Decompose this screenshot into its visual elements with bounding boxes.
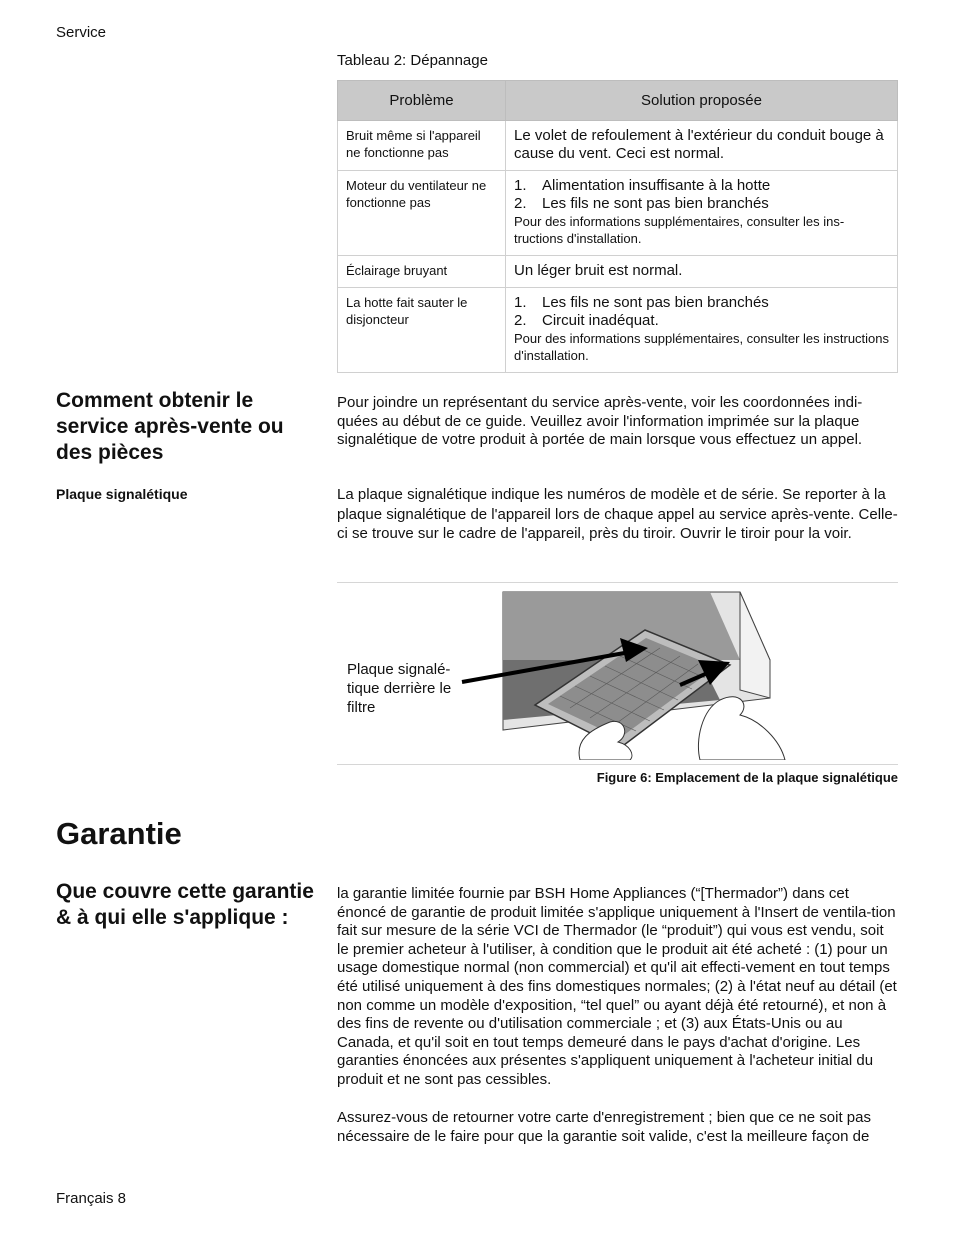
- problem-cell: Éclairage bruyant: [338, 256, 506, 288]
- solution-item: 2. Circuit inadéquat.: [514, 312, 659, 329]
- service-heading: Comment obtenir le service après-vente ou des pièces: [56, 389, 284, 464]
- table-caption: Tableau 2: Dépannage: [337, 52, 488, 69]
- table-row: [338, 288, 898, 373]
- hood-filter-illustration: [440, 590, 800, 760]
- figure-caption: Figure 6: Emplacement de la plaque signalétique: [596, 770, 898, 785]
- solution-note: Pour des informations supplémentaires, consulter les instructions d'installation.: [514, 331, 890, 363]
- warranty-title: Garantie: [56, 816, 182, 851]
- warranty-paragraph-1: la garantie limitée fournie par BSH Home Appliances (“[Thermador”) dans cet énoncé de garantie de produit limitée s'applique uniquement à l'Insert de ventila-tion fait sur mesure de la série VCI de Thermador (le “produit”) qui vous est vendu, soit le premier acheteur à l'utiliser, à condition que le produit ait été acheté : (1) pour un usage domestique normal (non commercial) et qu'il ait effecti-vement en tout temps été utilisé uniquement à des fins domestiques normales; (2) à l'état neuf au détail (et non comme un modèle d'exposition, “tel quel” ou ayant déjà été retourné), et non à des fins de revente ou d'utilisation commerciale ; et (3) aux États-Unis ou au Canada, et qu'il soit en tout temps demeuré dans le pays d'achat d'origine. Les garanties énoncées aux présentes s'appliquent uniquement à l'acheteur initial du produit et ne sont pas cessibles.: [337, 885, 897, 1088]
- column-header-problem: Problème: [338, 81, 506, 121]
- solution-cell: [506, 171, 898, 256]
- figure-bottom-rule: [337, 764, 898, 765]
- table-row: [338, 121, 898, 171]
- solution-cell: [506, 288, 898, 373]
- solution-item: 1. Les fils ne sont pas bien branchés: [514, 294, 769, 311]
- service-text: Pour joindre un représentant du service après-vente, voir les coordonnées indi-quées au début de ce guide. Veuillez avoir l'information imprimée sur la plaque signalétique de votre produit à portée de main lorsque vous effectuez un appel.: [337, 394, 863, 449]
- solution-item: 2. Les fils ne sont pas bien branchés: [514, 195, 769, 212]
- problem-cell: Moteur du ventilateur ne fonctionne pas: [338, 171, 506, 256]
- problem-cell: Bruit même si l'appareil ne fonctionne pas: [338, 121, 506, 171]
- problem-cell: La hotte fait sauter le disjoncteur: [338, 288, 506, 373]
- table-row: [338, 171, 898, 256]
- solution-item: 1. Alimentation insuffisante à la hotte: [514, 177, 771, 194]
- figure-top-rule: [337, 582, 898, 583]
- table-row: [338, 256, 898, 288]
- nameplate-heading: Plaque signalétique: [56, 486, 188, 502]
- warranty-heading: Que couvre cette garantie & à qui elle s'applique :: [56, 880, 314, 929]
- solution-cell: Un léger bruit est normal.: [506, 256, 898, 288]
- nameplate-text: La plaque signalétique indique les numéros de modèle et de série. Se reporter à la plaque signalétique de l'appareil lors de chaque appel au service après-vente. Celle-ci se trouve sur le cadre de l'appareil, près du tiroir. Ouvrir le tiroir pour la voir.: [337, 486, 898, 542]
- warranty-paragraph-2: Assurez-vous de retourner votre carte d'enregistrement ; bien que ce ne soit pas nécessaire de le faire pour que la garantie soit valide, c'est la meilleure façon de: [337, 1109, 871, 1145]
- troubleshooting-table: [337, 80, 898, 373]
- column-header-solution: Solution proposée: [506, 81, 898, 121]
- solution-cell: Le volet de refoulement à l'extérieur du conduit bouge à cause du vent. Ceci est normal.: [506, 121, 898, 171]
- page-footer: Français 8: [56, 1190, 127, 1207]
- figure-label: Plaque signalé-tique derrière le filtre: [347, 661, 452, 716]
- running-header: Service: [56, 24, 107, 41]
- solution-note: Pour des informations supplémentaires, consulter les ins-tructions d'installation.: [514, 214, 845, 246]
